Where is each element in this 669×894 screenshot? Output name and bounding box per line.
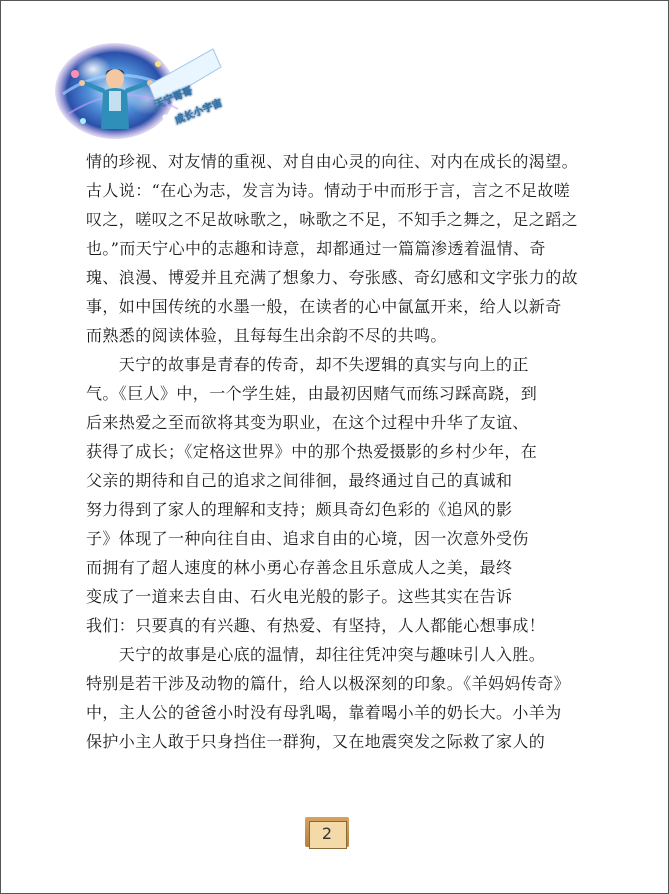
- text-line: 也。”而天宁心中的志趣和诗意，却都通过一篇篇渗透着温情、奇: [86, 239, 546, 258]
- text-line: 获得了成长；《定格这世界》中的那个热爱摄影的乡村少年，在: [86, 442, 538, 461]
- text-line: 天宁的故事是心底的温情，却往往凭冲突与趣味引人入胜。: [86, 645, 546, 664]
- header-title-line1: 天宁哥哥: [153, 85, 195, 111]
- boy-galaxy-illustration: [53, 39, 243, 149]
- text-line: 古人说：“在心为志，发言为诗。情动于中而形于言，言之不足故嗟: [86, 181, 571, 200]
- text-line: 事，如中国传统的水墨一般，在读者的心中氤氲开来，给人以新奇: [86, 297, 562, 316]
- page-number: 2: [321, 824, 333, 843]
- body-text: [86, 147, 586, 756]
- text-line: 天宁的故事是青春的传奇，却不失逻辑的真实与向上的正: [86, 355, 529, 374]
- text-line: 情的珍视、对友情的重视、对自由心灵的向往、对内在成长的渴望。: [86, 152, 579, 171]
- text-line: 努力得到了家人的理解和支持；颇具奇幻色彩的《追风的影: [86, 500, 513, 519]
- text-line: 瑰、浪漫、博爱并且充满了想象力、夸张感、奇幻感和文字张力的故: [86, 268, 579, 287]
- text-line: 而熟悉的阅读体验，且每每生出余韵不尽的共鸣。: [86, 326, 447, 345]
- text-line: 我们：只要真的有兴趣、有热爱、有坚持，人人都能心想事成！: [86, 616, 546, 635]
- text-line: 而拥有了超人速度的林小勇心存善念且乐意成人之美，最终: [86, 558, 513, 577]
- header-illustration: [53, 39, 243, 149]
- text-line: 后来热爱之至而欲将其变为职业，在这个过程中升华了友谊、: [86, 413, 529, 432]
- text-line: 气。《巨人》中，一个学生娃，由最初因赌气而练习踩高跷，到: [86, 384, 538, 403]
- header-title-line2: 成长小宇宙: [173, 97, 224, 127]
- text-line: 特别是若干涉及动物的篇什，给人以极深刻的印象。《羊妈妈传奇》: [86, 674, 571, 693]
- text-line: 中，主人公的爸爸小时没有母乳喝，靠着喝小羊的奶长大。小羊为: [86, 703, 562, 722]
- text-line: 叹之，嗟叹之不足故咏歌之，咏歌之不足，不知手之舞之，足之蹈之: [86, 210, 579, 229]
- text-line: 保护小主人敢于只身挡住一群狗，又在地震突发之际救了家人的: [86, 732, 546, 751]
- text-line: 子》体现了一种向往自由、追求自由的心境，因一次意外受伤: [86, 529, 529, 548]
- page-number-badge: [309, 815, 345, 847]
- text-line: 父亲的期待和自己的追求之间徘徊，最终通过自己的真诚和: [86, 471, 513, 490]
- text-line: 变成了一道来去自由、石火电光般的影子。这些其实在告诉: [86, 587, 513, 606]
